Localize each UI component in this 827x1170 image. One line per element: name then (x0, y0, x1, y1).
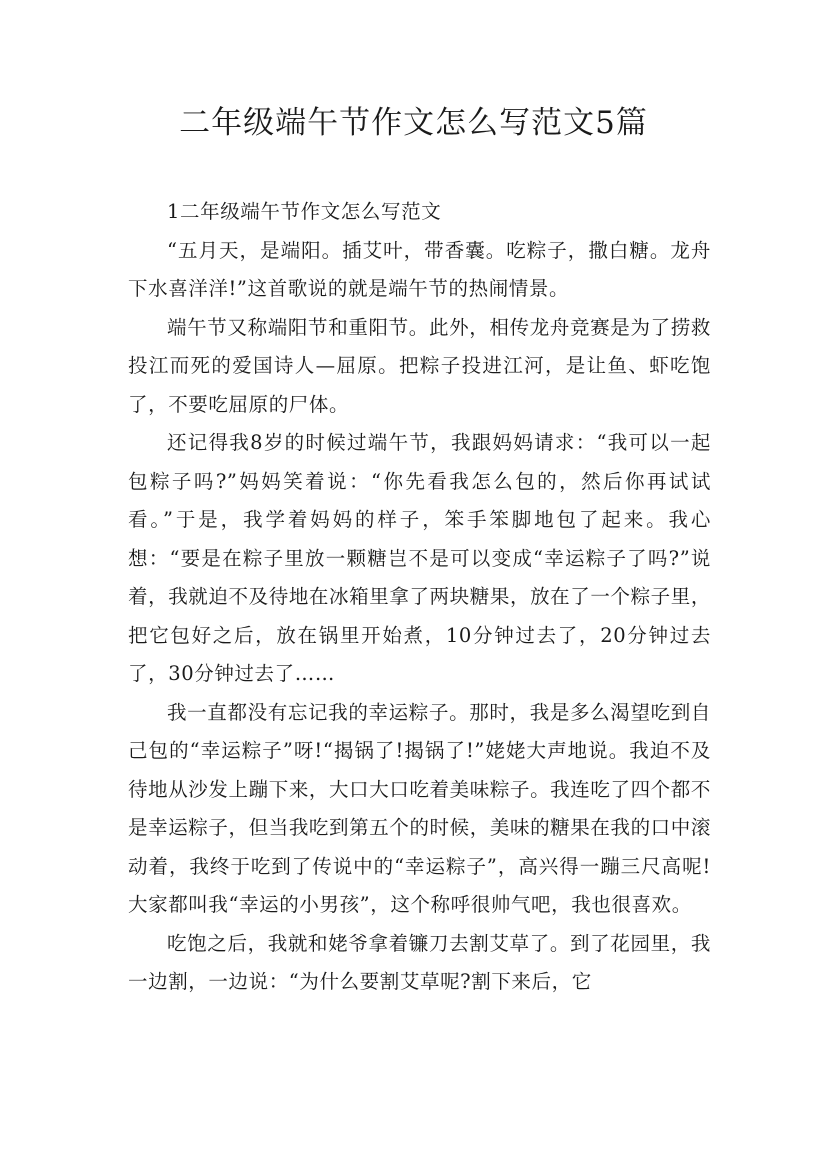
document-body (128, 193, 711, 1002)
section-heading: 1二年级端午节作文怎么写范文 (167, 200, 442, 223)
paragraph: 我一直都没有忘记我的幸运粽子。那时，我是多么渴望吃到自己包的“幸运粽子”呀!“揭锅了!揭锅了!”姥姥大声地说。我迫不及待地从沙发上蹦下来，大口大口吃着美味粽子。我连吃了四个都不是幸运粽子，但当我吃到第五个的时候，美味的糖果在我的口中滚动着，我终于吃到了传说中的“幸运粽子”，高兴得一蹦三尺高呢!大家都叫我“幸运的小男孩”，这个称呼很帅气吧，我也很喜欢。 (128, 700, 711, 916)
paragraph: “五月天，是端阳。插艾叶，带香囊。吃粽子，撒白糖。龙舟下水喜洋洋!”这首歌说的就是端午节的热闹情景。 (128, 238, 711, 300)
document-title: 二年级端午节作文怎么写范文5篇 (179, 105, 648, 141)
paragraph: 吃饱之后，我就和姥爷拿着镰刀去割艾草了。到了花园里，我一边割，一边说：“为什么要割艾草呢?割下来后，它 (128, 931, 711, 993)
paragraph: 还记得我8岁的时候过端午节，我跟妈妈请求：“我可以一起包粽子吗?”妈妈笑着说：“你先看我怎么包的，然后你再试试看。”于是，我学着妈妈的样子，笨手笨脚地包了起来。我心想：“要是在粽子里放一颗糖岂不是可以变成“幸运粽子了吗?”说着，我就迫不及待地在冰箱里拿了两块糖果，放在了一个粽子里，把它包好之后，放在锅里开始煮，10分钟过去了，20分钟过去了，30分钟过去了…… (128, 431, 711, 685)
paragraph: 端午节又称端阳节和重阳节。此外，相传龙舟竞赛是为了捞救投江而死的爱国诗人—屈原。把粽子投进江河，是让鱼、虾吃饱了，不要吃屈原的尸体。 (128, 315, 711, 416)
